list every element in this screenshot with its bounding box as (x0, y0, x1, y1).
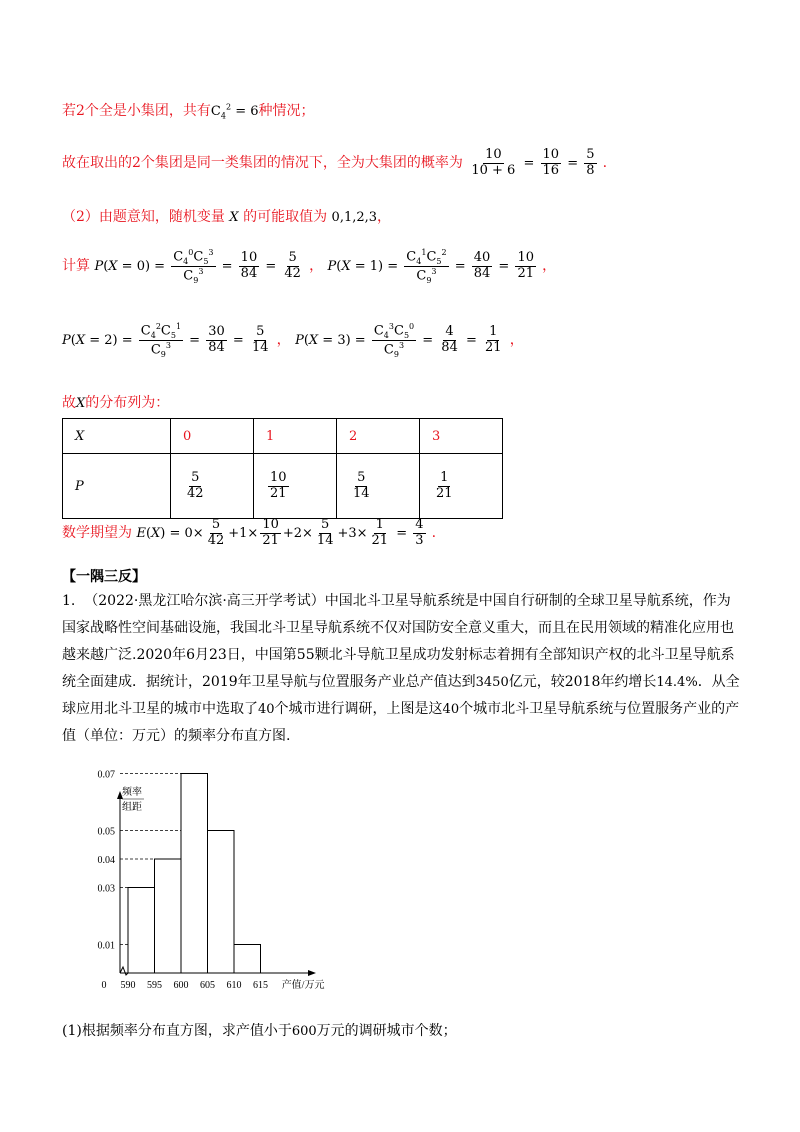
text-small-groups: 若2个全是小集团，共有 (62, 103, 211, 119)
line-probability: 故在取出的2个集团是同一类集团的情况下，全为大集团的概率为 $\frac{10}{10 + 6}$ = $\frac{10}{16}$ = $\frac{5}{8}$ . (62, 147, 608, 178)
text-compute: 计算 (62, 258, 90, 275)
question-1-text: (1)根据频率分布直方图，求产值小于 (62, 1023, 292, 1039)
line-small-groups (62, 100, 315, 121)
text-by-question: （2）由题意知，随机变量 (62, 209, 225, 225)
formula-p1: P(X = 1) = $\frac{C_4^1C_5^2}{C_9^3}$ = $\frac{40}{84}$ = $\frac{10}{21}$ (327, 248, 535, 286)
x-axis-arrow (308, 970, 316, 976)
combination-c42: $C_4^2 = 6$ (210, 102, 259, 121)
x-axis-label: 产值/万元 (281, 980, 325, 991)
histogram-bar (208, 831, 235, 974)
section-title: 【一隅三反】 (62, 569, 146, 585)
y-tick-label: 0.07 (97, 769, 115, 781)
histogram-bar (128, 888, 155, 974)
problem-text-d: 个城市进行调研，上图是这 (274, 701, 443, 717)
question-1-text-end: 万元的调研城市个数； (316, 1023, 457, 1039)
formula-expectation: E(X) = 0× $\frac{5}{42}$ +1× $\frac{10}{21}$ +2× $\frac{5}{14}$ +3× $\frac{1}{21}$ = $\frac{4}{3}$ (136, 517, 424, 548)
distribution-table (62, 418, 503, 519)
table-cell: $\frac{5}{14}$ (337, 454, 420, 519)
problem-text-c: ．从全球应用北斗卫星的城市中选取了 (62, 674, 740, 717)
line-random-variable: （2）由题意知，随机变量 X 的可能取值为 0,1,2,3， (62, 209, 392, 225)
histogram-bar (181, 774, 208, 974)
formula-p0: P(X = 0) = $\frac{C_4^0C_5^3}{C_9^3}$ = $\frac{10}{84}$ = $\frac{5}{42}$ (94, 248, 301, 286)
problem-number: 1. (62, 593, 76, 609)
table-header-cell: 2 (337, 419, 420, 454)
origin-label: 0 (101, 980, 107, 991)
table-row-label-p: P (63, 454, 171, 519)
histogram-bar (155, 859, 182, 973)
table-header-x: X (63, 419, 171, 454)
y-tick-label: 0.05 (97, 826, 115, 838)
line-compute-2: P(X = 2) = $\frac{C_4^2C_5^1}{C_9^3}$ = $\frac{30}{84}$ = $\frac{5}{14}$ ， P(X = 3) = $\frac{C_4^3C_5^0}{C_9^3}$ = $\frac{4}{84}$ = $\frac{1}{21}$ ， (62, 322, 524, 360)
problem-text-b: 亿元，较2018年约增长 (508, 674, 657, 690)
value-600: 600 (291, 1024, 317, 1039)
axis-break (120, 967, 128, 975)
problem-text-e: 个城市北斗卫星导航系统与位置服务产业的产值（单位：万元）的频率分布直方图. (62, 701, 740, 744)
text-so: 故 (62, 395, 76, 411)
problem-source: （2022·黑龙江哈尔滨·高三开学考试） (84, 593, 325, 609)
problem-text-a: 中国北斗卫星导航系统是中国自行研制的全球卫星导航系统，作为国家战略性空间基础设施，我国北斗卫星导航系统不仅对国防安全意义重大，而且在民用领域的精准化应用也越来越广泛.2020年6月23日，中国第55颗北斗导航卫星成功发射标志着拥有全部知识产权的北斗卫星导航系统全面建成．据统计，2019年卫星导航与位置服务产业总产值达到 (62, 593, 735, 690)
value-14-4: 14.4% (656, 675, 698, 690)
x-tick-label: 615 (253, 980, 268, 991)
value-40: 40 (258, 702, 275, 717)
value-3450: 3450 (475, 675, 509, 690)
formula-p2: P(X = 2) = $\frac{C_4^2C_5^1}{C_9^3}$ = $\frac{30}{84}$ = $\frac{5}{14}$ (62, 322, 269, 360)
question-1 (62, 1020, 457, 1040)
probability-formula: $\frac{10}{10 + 6}$ = $\frac{10}{16}$ = $\frac{5}{8}$ (471, 147, 595, 178)
table-cell: $\frac{5}{42}$ (171, 454, 254, 519)
table-cell: $\frac{1}{21}$ (420, 454, 503, 519)
line-compute-1: 计算 P(X = 0) = $\frac{C_4^0C_5^3}{C_9^3}$ = $\frac{10}{84}$ = $\frac{5}{42}$ ， P(X = 1) = $\frac{C_4^1C_5^2}{C_9^3}$ = $\frac{40}{84}$ = $\frac{10}{21}$ ， (62, 248, 557, 286)
text-expectation: 数学期望为 (62, 524, 132, 541)
y-tick-label: 0.03 (97, 883, 115, 895)
table-header-cell: 1 (254, 419, 337, 454)
var-x-2: X (76, 396, 86, 411)
table-cell: $\frac{10}{21}$ (254, 454, 337, 519)
text-distribution: 的分布列为： (85, 395, 170, 411)
x-tick-label: 600 (173, 980, 189, 991)
text-cases: 种情况； (258, 103, 315, 119)
y-tick-label: 0.01 (97, 940, 115, 952)
x-tick-label: 595 (147, 980, 162, 991)
values-x: 0,1,2,3 (331, 210, 378, 225)
y-axis-label-top: 频率 (122, 787, 142, 798)
y-tick-label: 0.04 (97, 855, 115, 866)
table-header-cell: 0 (171, 419, 254, 454)
text-probability: 故在取出的2个集团是同一类集团的情况下，全为大集团的概率为 (62, 154, 463, 171)
table-header-cell: 3 (420, 419, 503, 454)
line-distribution (62, 392, 169, 412)
x-tick-label: 590 (120, 980, 136, 991)
line-expectation: 数学期望为 E(X) = 0× $\frac{5}{42}$ +1× $\frac{10}{21}$ +2× $\frac{5}{14}$ +3× $\frac{1}{21}$ = $\frac{4}{3}$ . (62, 517, 437, 548)
y-axis-label-bottom: 组距 (122, 802, 142, 813)
value-40-b: 40 (442, 702, 460, 717)
x-tick-label: 605 (200, 980, 215, 991)
x-tick-label: 610 (226, 980, 242, 991)
problem-paragraph (62, 588, 742, 750)
formula-p3: P(X = 3) = $\frac{C_4^3C_5^0}{C_9^3}$ = $\frac{4}{84}$ = $\frac{1}{21}$ (295, 322, 502, 360)
table-row (63, 454, 503, 519)
histogram-bar (234, 945, 261, 974)
table-row (63, 419, 503, 454)
text-possible-values: 的可能取值为 (243, 209, 328, 225)
var-x: X (229, 210, 239, 225)
frequency-histogram (80, 769, 350, 1000)
